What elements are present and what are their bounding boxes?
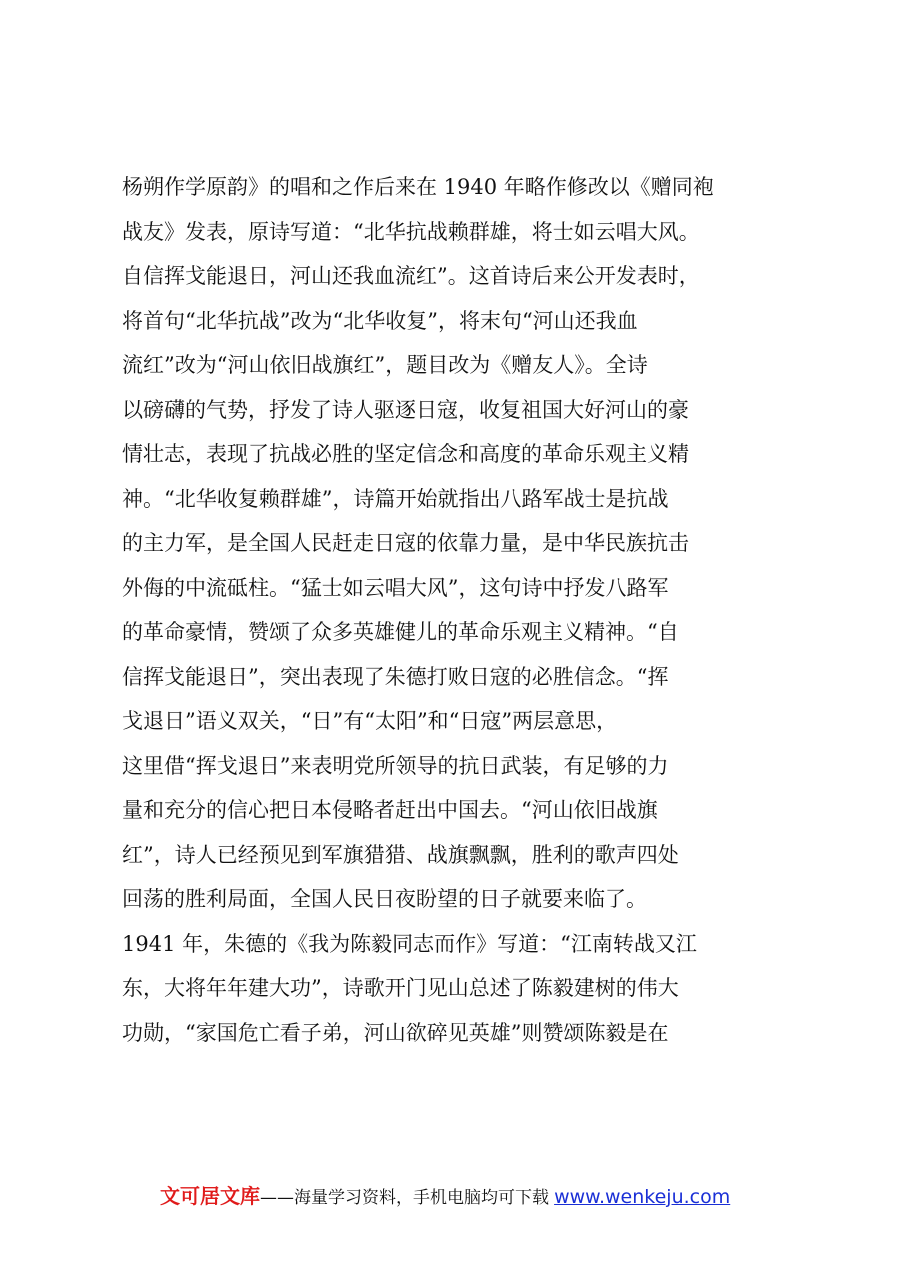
text-line: 量和充分的信心把日本侵略者赶出中国去。“河山依旧战旗 <box>122 798 658 822</box>
text-line: 1941 年，朱德的《我为陈毅同志而作》写道：“江南转战又江 <box>122 931 697 956</box>
text-line: 将首句“北华抗战”改为“北华收复”，将末句“河山还我血 <box>122 308 638 333</box>
text-line: 回荡的胜利局面，全国人民日夜盼望的日子就要来临了。 <box>122 887 647 911</box>
text-line: 的主力军，是全国人民赶走日寇的依靠力量，是中华民族抗击 <box>122 531 689 555</box>
text-line: 流红”改为“河山依旧战旗红”，题目改为《赠友人》。全诗 <box>122 353 648 377</box>
footer-url-link[interactable]: www.wenkeju.com <box>554 1186 731 1208</box>
text-line: 情壮志，表现了抗战必胜的坚定信念和高度的革命乐观主义精 <box>122 442 689 466</box>
text-line: 这里借“挥戈退日”来表明党所领导的抗日武装，有足够的力 <box>122 753 669 778</box>
text-line: 神。“北华收复赖群雄”，诗篇开始就指出八路军战士是抗战 <box>122 486 669 511</box>
text-line: 杨朔作学原韵》的唱和之作后来在 1940 年略作修改以《赠同袍 <box>122 175 714 199</box>
footer-brand: 文可居文库 <box>160 1184 260 1208</box>
text-line: 以磅礴的气势，抒发了诗人驱逐日寇，收复祖国大好河山的豪 <box>122 397 689 422</box>
text-line: 东，大将年年建大功”，诗歌开门见山总述了陈毅建树的伟大 <box>122 976 679 1000</box>
text-line: 战友》发表，原诗写道：“北华抗战赖群雄，将士如云唱大风。 <box>122 219 700 244</box>
text-line: 红”，诗人已经预见到军旗猎猎、战旗飘飘，胜利的歌声四处 <box>122 842 679 867</box>
text-line: 自信挥戈能退日，河山还我血流红”。这首诗后来公开发表时， <box>122 264 700 288</box>
text-line: 外侮的中流砥柱。“猛士如云唱大风”，这句诗中抒发八路军 <box>122 575 669 600</box>
text-line: 戈退日”语义双关，“日”有“太阳”和“日寇”两层意思， <box>122 709 618 733</box>
footer-slogan: ——海量学习资料，手机电脑均可下载 <box>260 1188 549 1208</box>
body-text <box>122 165 802 1055</box>
text-line: 功勋，“家国危亡看子弟，河山欲碎见英雄”则赞颂陈毅是在 <box>122 1020 669 1045</box>
footer-banner <box>160 1180 780 1212</box>
text-line: 信挥戈能退日”，突出表现了朱德打败日寇的必胜信念。“挥 <box>122 664 669 689</box>
text-line: 的革命豪情，赞颂了众多英雄健儿的革命乐观主义精神。“自 <box>122 620 679 644</box>
